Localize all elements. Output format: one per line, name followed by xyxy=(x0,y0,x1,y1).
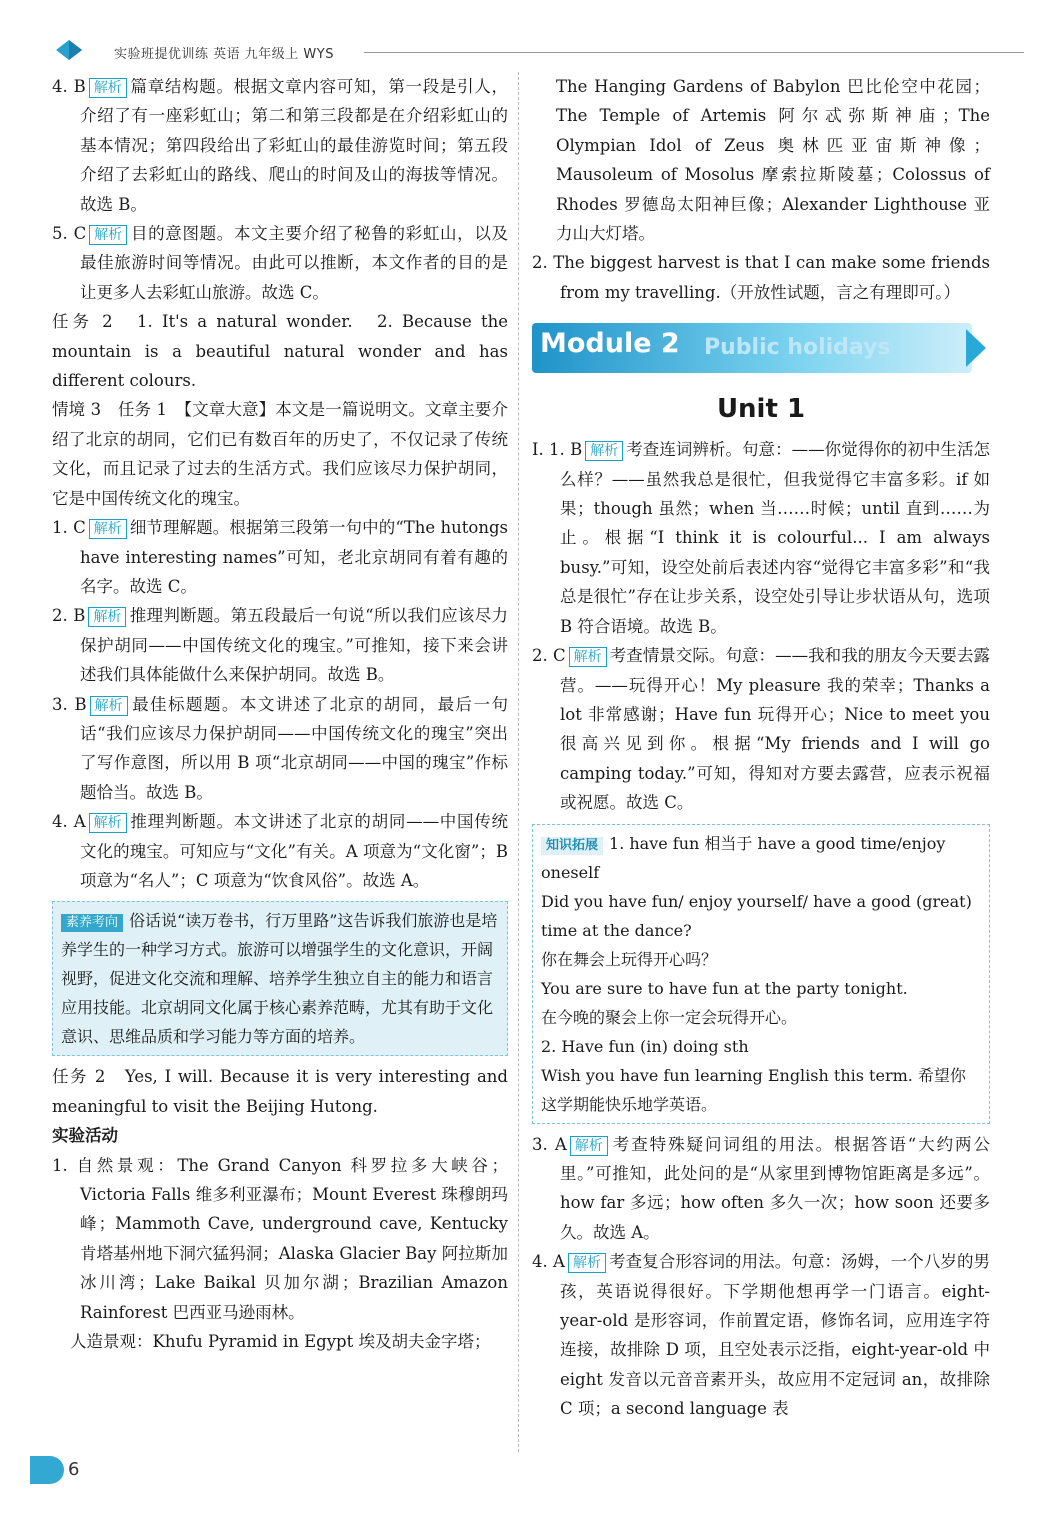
arrow-right-icon xyxy=(966,329,986,367)
page-header xyxy=(34,36,994,66)
book-logo-icon xyxy=(54,38,84,62)
header-title: 实验班提优训练 英语 九年级上 WYS xyxy=(114,47,334,62)
column-divider xyxy=(518,72,519,1452)
task2-answer: 任务 2 1. It's a natural wonder. 2. Because the mountain is a beautiful natural wonder and has different colours. xyxy=(52,312,508,391)
task2-answer-b: 任务 2 Yes, I will. Because it is very interesting and meaningful to visit the Beijing Hutong. xyxy=(52,1067,508,1116)
unit-title: Unit 1 xyxy=(716,394,806,425)
knowledge-tip-box: 知识拓展 1. have fun 相当于 have a good time/enjoy oneself Did you have fun/ enjoy yourself/ have a good (great) time at the dance? 你在舞会上玩得开心吗？ You are sure to have fun at the party tonight. 在今晚的聚会上你一定会玩得开心。 2. Have fun (in) doing sth Wish you have fun learning English this term. 希望你这学期能快乐地学英语。 xyxy=(532,824,990,1124)
wonders-list: The Hanging Gardens of Babylon 巴比伦空中花园；The Temple of Artemis 阿尔忒弥斯神庙；The Olympian Idol of Zeus 奥林匹亚宙斯神像；Mausoleum of Mosolus 摩索拉斯陵墓；Colossus of Rhodes 罗德岛太阳神巨像；Alexander Lighthouse 亚力山大灯塔。 xyxy=(556,77,990,244)
answer-item: 4. A 解析 推理判断题。本文讲述了北京的胡同——中国传统文化的瑰宝。可知应与“文化”有关。A 项意为“文化窗”；B 项意为“名人”；C 项意为“饮食风俗”。故选 A。 xyxy=(52,812,509,890)
answer-item: 3. A 解析 考查特殊疑问词组的用法。根据答语“大约两公里。”可推知，此处问的是“从家里到博物馆距离是多远”。how far 多远；how often 多久一次；how soon 还要多久。故选 A。 xyxy=(532,1134,990,1242)
analysis-tag: 解析 xyxy=(89,225,127,245)
answer-item: 3. B 解析 最佳标题题。本文讲述了北京的胡同，最后一句话“我们应该尽力保护胡同——中国传统文化的瑰宝”突出了写作意图，所以用 B 项“北京胡同——中国的瑰宝”作标题恰当。故选 B。 xyxy=(52,694,508,802)
analysis-tag: 解析 xyxy=(88,607,126,627)
literacy-tip-box xyxy=(52,901,508,1056)
page-number: 6 xyxy=(30,1456,79,1484)
analysis-tag: 解析 xyxy=(585,441,623,461)
answer-item: 1. C 解析 细节理解题。根据第三段第一句中的“The hutongs have interesting names”可知，老北京胡同有着有趣的名字。故选 C。 xyxy=(52,518,508,596)
analysis-tag: 解析 xyxy=(569,647,607,667)
activity-item-2: 2. The biggest harvest is that I can make some friends from my travelling.（开放性试题，言之有理即可。） xyxy=(532,253,990,302)
right-column xyxy=(532,72,990,1424)
module-label: Module 2 xyxy=(540,328,680,360)
answer-item: 2. C 解析 考查情景交际。句意：——我和我的朋友今天要去露营。——玩得开心！My pleasure 我的荣幸；Thanks a lot 非常感谢；Have fun 玩得开心；Nice to meet you 很高兴见到你。根据“My friends and I will go camping today.”可知，得知对方要去露营，应表示祝福或祝愿。故选 C。 xyxy=(532,646,990,813)
tip-text: 俗话说“读万卷书，行万里路”这告诉我们旅游也是培养学生的一种学习方式。旅游可以增强学生的文化意识，开阔视野，促进文化交流和理解、培养学生独立自主的能力和语言应用技能。北京胡同文化属于核心素养范畴，尤其有助于文化意识、思维品质和学习能力等方面的培养。 xyxy=(61,911,498,1047)
analysis-tag: 解析 xyxy=(568,1253,606,1273)
activity-item-continued: 人造景观：Khufu Pyramid in Egypt 埃及胡夫金字塔； xyxy=(70,1332,491,1352)
scene3-summary: 情境 3 任务 1 【文章大意】本文是一篇说明文。文章主要介绍了北京的胡同，它们已有数百年的历史了，不仅记录了传统文化，而且记录了过去的生活方式。我们应该尽力保护胡同，它是中国传统文化的瑰宝。 xyxy=(52,400,508,508)
activity-title: 实验活动 xyxy=(52,1126,118,1146)
analysis-tag: 解析 xyxy=(570,1136,608,1156)
activity-item: 1. 自然景观：The Grand Canyon 科罗拉多大峡谷；Victoria Falls 维多利亚瀑布；Mount Everest 珠穆朗玛峰；Mammoth Cave, underground cave, Kentucky 肯塔基州地下洞穴猛犸洞；Alaska Glacier Bay 阿拉斯加冰川湾；Lake Baikal 贝加尔湖；Brazilian Amazon Rainforest 巴西亚马逊雨林。 xyxy=(52,1155,508,1322)
tip-label: 知识拓展 xyxy=(541,837,603,855)
analysis-tag: 解析 xyxy=(89,813,127,833)
module-banner xyxy=(532,319,990,381)
header-rule xyxy=(364,52,1024,53)
answer-item: I. 1. B 解析 考查连词辨析。句意：——你觉得你的初中生活怎么样？——虽然我总是很忙，但我觉得它丰富多彩。if 如果；though 虽然；when 当……时候；until 直到……为止。根据“I think it is colourful... I am always busy.”可知，设空处前后表述内容“觉得它丰富多彩”和“我总是很忙”存在让步关系，设空处引导让步状语从句，选项 B 符合语境。故选 B。 xyxy=(532,440,991,636)
answer-item: 4. A 解析 考查复合形容词的用法。句意：汤姆，一个八岁的男孩，英语说得很好。下学期他想再学一门语言。eight-year-old 是形容词，作前置定语，修饰名词，应用连字符连接，故排除 D 项，且空处表示泛指，eight-year-old 中 eight 发音以元音音素开头，故应用不定冠词 an，故排除 C 项；a second language 表 xyxy=(532,1252,991,1419)
answer-item: 2. B 解析 推理判断题。第五段最后一句说“所以我们应该尽力保护胡同——中国传统文化的瑰宝。”可推知，接下来会讲述我们具体能做什么来保护胡同。故选 B。 xyxy=(52,606,509,685)
analysis-tag: 解析 xyxy=(90,696,128,716)
left-column xyxy=(52,72,508,1356)
answer-item: 5. C 解析 目的意图题。本文主要介绍了秘鲁的彩虹山，以及最佳旅游时间等情况。由此可以推断，本文作者的目的是让更多人去彩虹山旅游。故选 C。 xyxy=(52,224,508,302)
module-subtitle: Public holidays xyxy=(704,335,891,361)
page-badge-icon xyxy=(30,1456,64,1484)
tip-label: 素养考向 xyxy=(61,914,123,932)
analysis-tag: 解析 xyxy=(89,78,127,98)
answer-item: 4. B 解析 篇章结构题。根据文章内容可知，第一段是引人，介绍了有一座彩虹山；第二和第三段都是在介绍彩虹山的基本情况；第四段给出了彩虹山的最佳游览时间；第五段介绍了去彩虹山的路线、爬山的时间及山的海拔等情况。故选 B。 xyxy=(52,77,508,214)
analysis-tag: 解析 xyxy=(89,519,127,539)
